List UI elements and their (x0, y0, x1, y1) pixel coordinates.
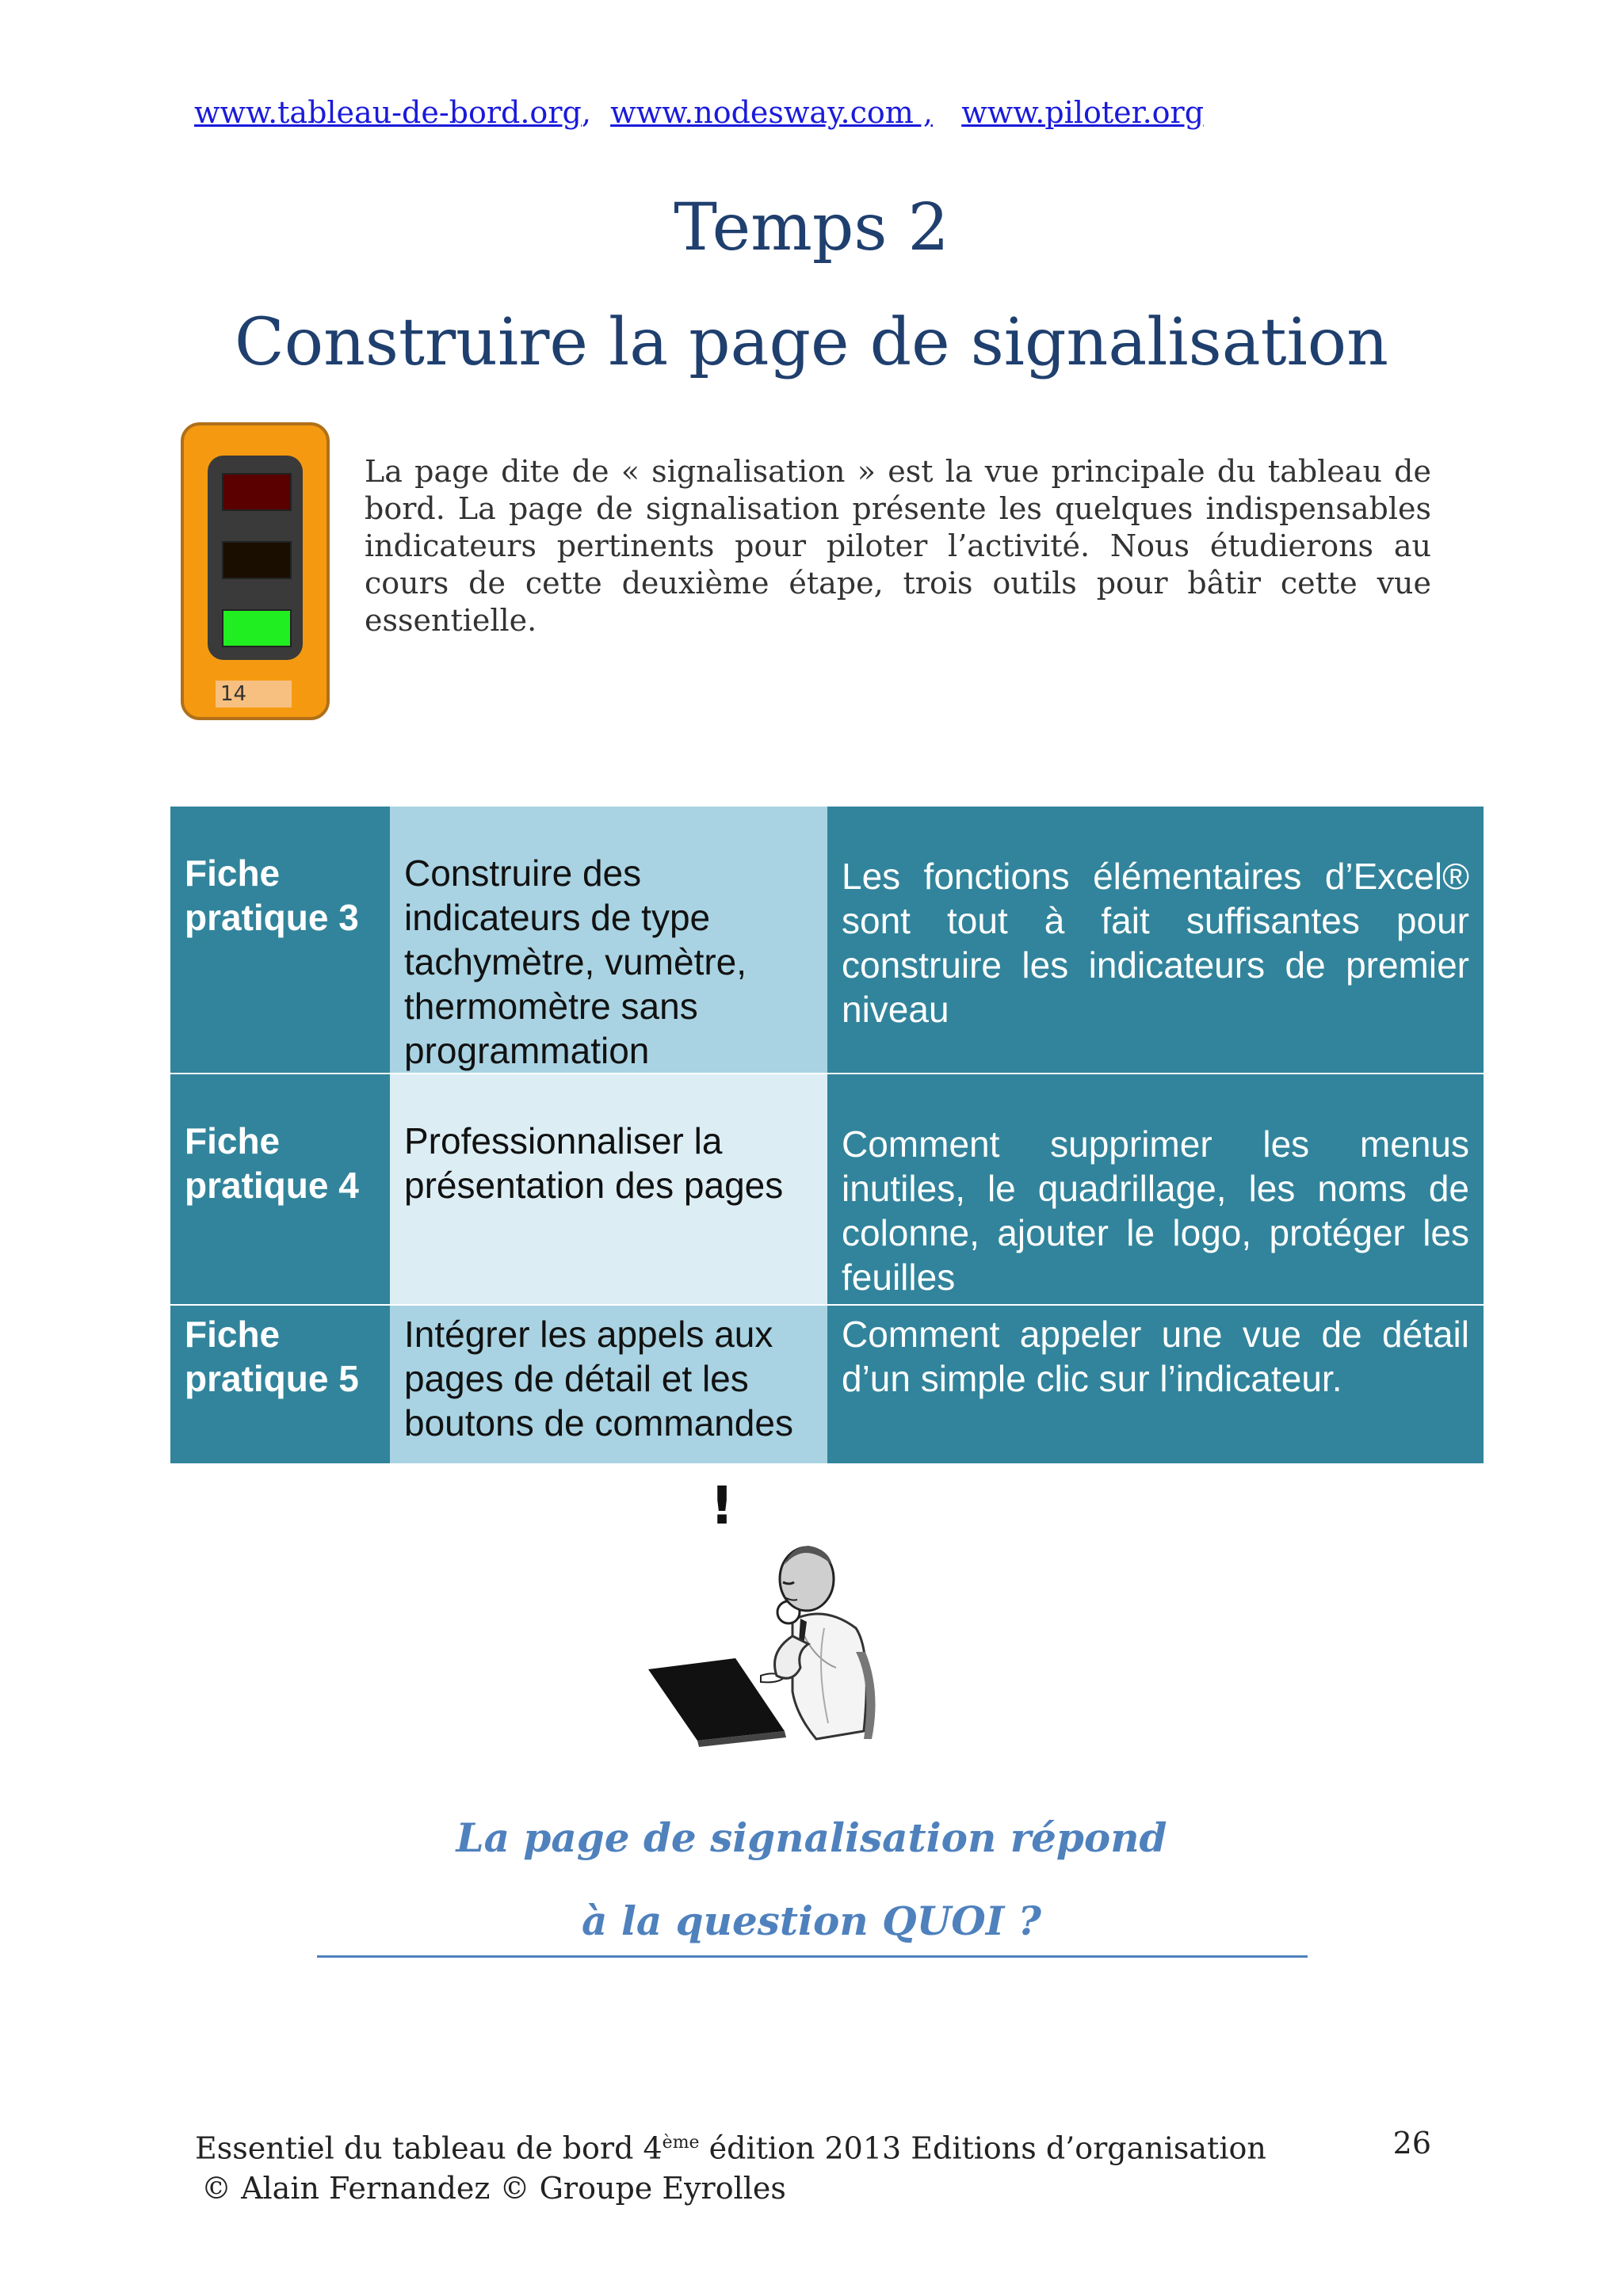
header-links (194, 95, 1204, 130)
footer-title-part-b: édition 2013 Editions d’organisation (699, 2130, 1266, 2166)
traffic-light-icon (181, 422, 330, 720)
red-lamp (222, 473, 292, 511)
question-line-2: à la question QUOI ? (582, 1897, 1041, 1944)
page-number: 26 (1392, 2126, 1431, 2161)
footer-book-title (195, 2123, 1431, 2168)
green-lamp (222, 609, 292, 647)
question-line-1: La page de signalisation répond (456, 1814, 1167, 1861)
table-row (170, 807, 1484, 1074)
fiche-description: Les fonctions élémentaires d’Excel® sont tout à fait suffisantes pour construire les indicateurs de premier niveau (827, 807, 1484, 1074)
table-row (170, 1074, 1484, 1305)
footer-title-part-a: Essentiel du tableau de bord 4 (195, 2130, 663, 2166)
fiche-objective: Intégrer les appels aux pages de détail et les boutons de commandes (390, 1305, 827, 1463)
traffic-light-housing (208, 456, 303, 660)
fiche-description: Comment appeler une vue de détail d’un simple clic sur l’indicateur. (827, 1305, 1484, 1463)
fiche-objective: Construire des indicateurs de type tachymètre, vumètre, thermomètre sans programmation (390, 807, 827, 1074)
footer-title-sup: ème (662, 2133, 700, 2153)
fiche-description: Comment supprimer les menus inutiles, le quadrillage, les noms de colonne, ajouter le logo, protéger les feuilles (827, 1074, 1484, 1305)
link-piloter[interactable]: www.piloter.org (961, 95, 1205, 130)
amber-lamp (222, 541, 292, 579)
fiche-label: Fiche pratique 3 (170, 807, 390, 1074)
fiche-table (170, 807, 1484, 1463)
link-tableau-de-bord[interactable]: www.tableau-de-bord.org (194, 95, 582, 130)
fiche-objective: Professionnaliser la présentation des pages (390, 1074, 827, 1305)
exclamation-mark: ! (710, 1475, 735, 1536)
footer-copyright: © Alain Fernandez © Groupe Eyrolles (201, 2170, 786, 2206)
fiche-label: Fiche pratique 4 (170, 1074, 390, 1305)
question-underline (317, 1955, 1308, 1958)
fiche-label: Fiche pratique 5 (170, 1305, 390, 1463)
link-nodesway[interactable]: www.nodesway.com , (610, 95, 933, 130)
counter-value: 14 (216, 681, 292, 707)
page-footer (195, 2123, 1431, 2208)
table-row (170, 1305, 1484, 1463)
thinking-man-at-desk-icon (642, 1533, 903, 1755)
section-title: Temps 2 (674, 190, 949, 265)
link-separator: , (581, 95, 591, 130)
intro-paragraph: La page dite de « signalisation » est la vue principale du tableau de bord. La page de signalisation présente les quelques indispensables indicateurs pertinents pour piloter l’activité. Nous étudierons au cours de cette deuxième étape, trois outils pour bâtir cette vue essentielle. (365, 454, 1431, 638)
page-title: Construire la page de signalisation (235, 305, 1388, 380)
